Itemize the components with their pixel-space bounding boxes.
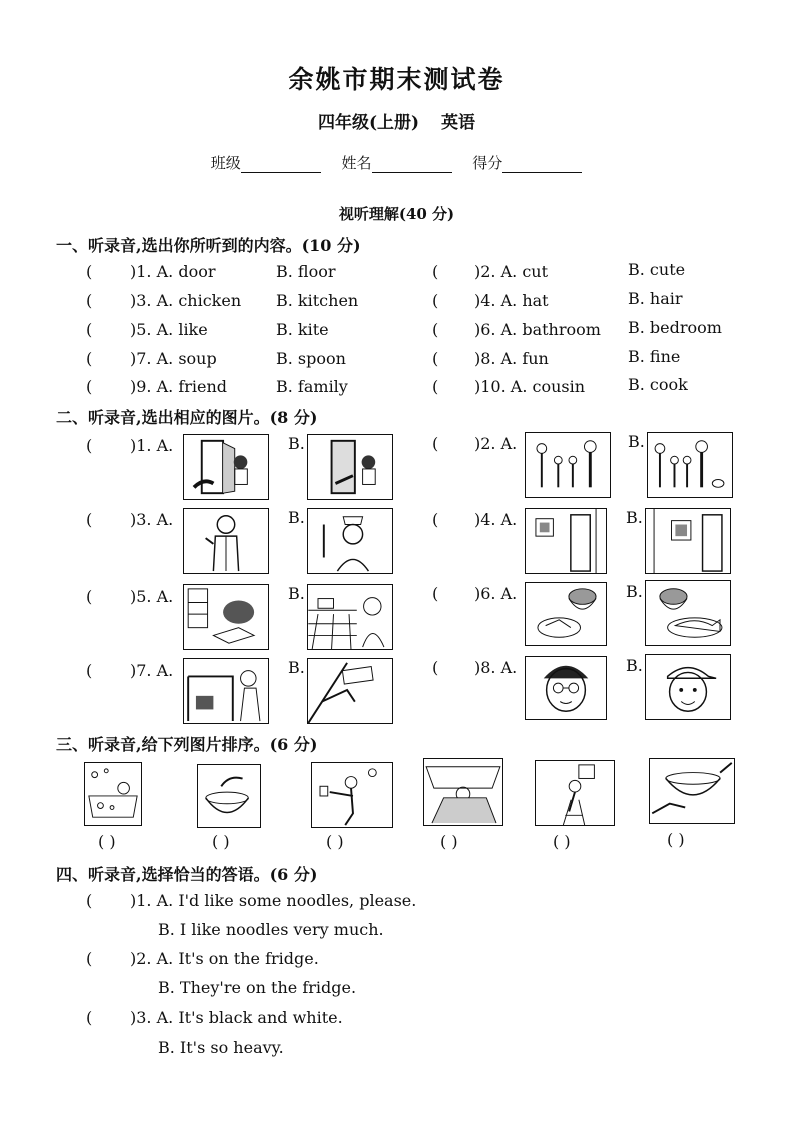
question-6-a: )6. A. bathroom xyxy=(474,320,601,339)
question-8-a: )8. A. fun xyxy=(474,349,549,368)
picture-question-4: )4. A. xyxy=(474,510,518,529)
answer-paren[interactable]: ( xyxy=(86,291,93,310)
b-label: B. xyxy=(288,584,305,603)
door-illustration xyxy=(308,435,392,499)
kitchen-illustration xyxy=(308,585,392,649)
question-7-a: )7. A. soup xyxy=(130,349,217,368)
picture-6a-rice-vegetables[interactable] xyxy=(525,582,607,646)
rank-answer-paren[interactable]: ( ) xyxy=(440,832,458,851)
grade-label: 四年级(上册) xyxy=(317,113,420,133)
b-label: B. xyxy=(628,432,645,451)
picture-1a-door-open[interactable] xyxy=(183,434,269,500)
b-label: B. xyxy=(626,656,643,675)
section4-title: 四、听录音,选择恰当的答语。(6 分) xyxy=(56,865,318,884)
answer-paren[interactable]: ( xyxy=(432,349,439,368)
response-question-3-b: B. It's so heavy. xyxy=(158,1038,284,1057)
answer-paren[interactable]: ( xyxy=(86,587,93,606)
question-8-b: B. fine xyxy=(628,347,681,366)
rank-answer-paren[interactable]: ( ) xyxy=(553,832,571,851)
answer-paren[interactable]: ( xyxy=(432,320,439,339)
question-1-a: )1. A. door xyxy=(130,262,216,281)
answer-paren[interactable]: ( xyxy=(86,436,93,455)
picture-5b-kitchen[interactable] xyxy=(307,584,393,650)
response-question-2-a: )2. A. It's on the fridge. xyxy=(130,949,319,968)
desk-illustration xyxy=(184,659,268,723)
room-illustration xyxy=(526,509,606,573)
answer-paren[interactable]: ( xyxy=(86,377,93,396)
score-field: 得分 xyxy=(472,152,582,173)
name-blank[interactable] xyxy=(372,158,452,173)
name-field: 姓名 xyxy=(341,152,451,173)
rank-picture-hand-bowl[interactable] xyxy=(649,758,735,824)
bath-illustration xyxy=(85,763,141,825)
b-label: B. xyxy=(626,582,643,601)
question-1-b: B. floor xyxy=(276,262,336,281)
food-illustration xyxy=(646,581,730,645)
picture-7b-notebook[interactable] xyxy=(307,658,393,724)
picture-1b-door-close[interactable] xyxy=(307,434,393,500)
question-4-b: B. hair xyxy=(628,289,683,308)
notebook-illustration xyxy=(308,659,392,723)
picture-4b-picture-door[interactable] xyxy=(645,508,731,574)
rank-picture-light-switch[interactable] xyxy=(311,762,393,828)
face-illustration xyxy=(646,655,730,719)
picture-2b-family-dog[interactable] xyxy=(647,432,733,498)
page-subtitle xyxy=(0,108,793,133)
nurse-illustration xyxy=(308,509,392,573)
bowl-illustration xyxy=(650,759,734,823)
picture-question-6: )6. A. xyxy=(474,584,518,603)
answer-paren[interactable]: ( xyxy=(432,584,439,603)
question-5-b: B. kite xyxy=(276,320,329,339)
answer-paren[interactable]: ( xyxy=(86,949,93,968)
question-10-b: B. cook xyxy=(628,375,688,394)
picture-question-3: )3. A. xyxy=(130,510,174,529)
answer-paren[interactable]: ( xyxy=(432,658,439,677)
answer-paren[interactable]: ( xyxy=(86,661,93,680)
bed-illustration xyxy=(424,759,502,825)
question-2-b: B. cute xyxy=(628,260,686,279)
rank-answer-paren[interactable]: ( ) xyxy=(326,832,344,851)
answer-paren[interactable]: ( xyxy=(86,262,93,281)
rank-picture-hang-picture[interactable] xyxy=(535,760,615,826)
family-illustration xyxy=(526,433,610,497)
section2-title: 二、听录音,选出相应的图片。(8 分) xyxy=(56,408,318,427)
question-7-b: B. spoon xyxy=(276,349,346,368)
picture-4a-door-picture[interactable] xyxy=(525,508,607,574)
room-illustration xyxy=(646,509,730,573)
picture-6b-rice-fish[interactable] xyxy=(645,580,731,646)
rank-answer-paren[interactable]: ( ) xyxy=(667,830,685,849)
picture-question-7: )7. A. xyxy=(130,661,174,680)
answer-paren[interactable]: ( xyxy=(86,1008,93,1027)
question-3-a: )3. A. chicken xyxy=(130,291,242,310)
answer-paren[interactable]: ( xyxy=(86,891,93,910)
page-title: 余姚市期末测试卷 xyxy=(288,65,505,94)
answer-paren[interactable]: ( xyxy=(432,434,439,453)
door-illustration xyxy=(184,435,268,499)
rank-picture-soup-bowl[interactable] xyxy=(197,764,261,828)
response-question-1-b: B. I like noodles very much. xyxy=(158,920,384,939)
picture-7a-under-desk[interactable] xyxy=(183,658,269,724)
subject-label: 英语 xyxy=(441,113,475,133)
picture-5a-reading[interactable] xyxy=(183,584,269,650)
picture-3a-doctor[interactable] xyxy=(183,508,269,574)
student-info xyxy=(0,152,793,173)
switch-illustration xyxy=(312,763,392,827)
section3-title: 三、听录音,给下列图片排序。(6 分) xyxy=(56,735,318,754)
question-10-a: )10. A. cousin xyxy=(474,377,586,396)
b-label: B. xyxy=(626,508,643,527)
question-9-b: B. family xyxy=(276,377,348,396)
response-question-2-b: B. They're on the fridge. xyxy=(158,978,357,997)
response-question-1-a: )1. A. I'd like some noodles, please. xyxy=(130,891,417,910)
rank-answer-paren[interactable]: ( ) xyxy=(98,832,116,851)
part-title: 视听理解(40 分) xyxy=(338,205,455,223)
picture-3b-nurse[interactable] xyxy=(307,508,393,574)
question-2-a: )2. A. cut xyxy=(474,262,549,281)
response-question-3-a: )3. A. It's black and white. xyxy=(130,1008,343,1027)
bowl-illustration xyxy=(198,765,260,827)
picture-question-2: )2. A. xyxy=(474,434,518,453)
ladder-illustration xyxy=(536,761,614,825)
picture-question-8: )8. A. xyxy=(474,658,518,677)
question-5-a: )5. A. like xyxy=(130,320,208,339)
b-label: B. xyxy=(288,658,305,677)
score-blank[interactable] xyxy=(502,158,582,173)
picture-question-5: )5. A. xyxy=(130,587,174,606)
b-label: B. xyxy=(288,434,305,453)
picture-question-1: )1. A. xyxy=(130,436,174,455)
family-illustration xyxy=(648,433,732,497)
doctor-illustration xyxy=(184,509,268,573)
answer-paren[interactable]: ( xyxy=(86,349,93,368)
picture-2a-family[interactable] xyxy=(525,432,611,498)
answer-paren[interactable]: ( xyxy=(86,510,93,529)
rank-picture-bed[interactable] xyxy=(423,758,503,826)
answer-paren[interactable]: ( xyxy=(86,320,93,339)
question-6-b: B. bedroom xyxy=(628,318,722,337)
rank-answer-paren[interactable]: ( ) xyxy=(212,832,230,851)
picture-8a-boy-glasses[interactable] xyxy=(525,656,607,720)
reading-illustration xyxy=(184,585,268,649)
question-3-b: B. kitchen xyxy=(276,291,359,310)
face-illustration xyxy=(526,657,606,719)
b-label: B. xyxy=(288,508,305,527)
rank-picture-bath[interactable] xyxy=(84,762,142,826)
question-4-a: )4. A. hat xyxy=(474,291,549,310)
class-blank[interactable] xyxy=(241,158,321,173)
question-9-a: )9. A. friend xyxy=(130,377,228,396)
class-field: 班级 xyxy=(211,152,321,173)
section1-title: 一、听录音,选出你所听到的内容。(10 分) xyxy=(56,236,361,255)
food-illustration xyxy=(526,583,606,645)
answer-paren[interactable]: ( xyxy=(432,510,439,529)
answer-paren[interactable]: ( xyxy=(432,291,439,310)
picture-8b-boy-cap[interactable] xyxy=(645,654,731,720)
answer-paren[interactable]: ( xyxy=(432,262,439,281)
answer-paren[interactable]: ( xyxy=(432,377,439,396)
